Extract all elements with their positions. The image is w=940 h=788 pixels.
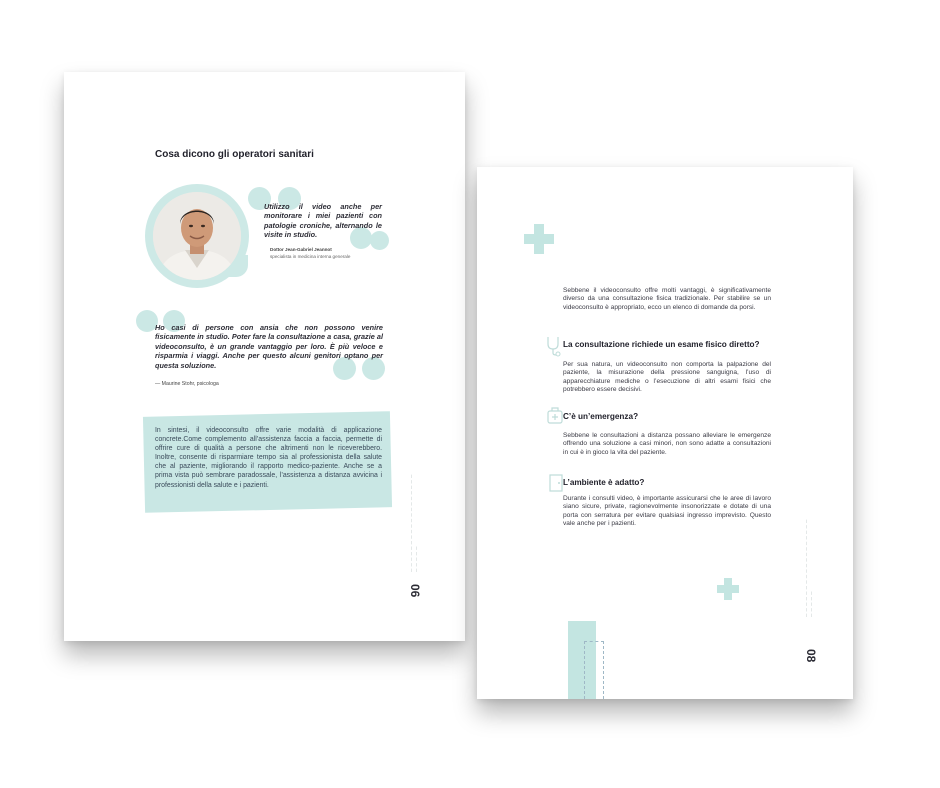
medical-bag-icon: [547, 405, 563, 425]
section-heading-emergency: C’è un’emergenza?: [563, 412, 639, 421]
section-heading-environment: L’ambiente è adatto?: [563, 478, 645, 487]
running-footer-text: — — — — — — — — — — — — — — — — — — — — — — —: [409, 473, 418, 572]
section-body-physical-exam: Per sua natura, un videoconsulto non comporta la palpazione del paziente, la misurazione della pressione sanguigna, l’uso di apparecchiature mediche o l’esecuzione di altri esami fisici che potrebbero essere decisivi.: [563, 361, 771, 393]
psychologist-quote: Ho casi di persone con ansia che non possono venire fisicamente in studio. Poter fare la consultazione a casa, grazie al videoconsulto, è un grande vantaggio per loro. È più veloce e risparmia i viaggi. Anche per questo alcuni genitori optano per questa soluzione.: [155, 323, 383, 370]
section-body-environment: Durante i consulti video, è importante assicurarsi che le aree di lavoro siano sicure, private, ragionevolmente insonorizzate e dotate di una porta con serratura per evitare qualsiasi ingresso imprevisto. Questo vale anche per i pazienti.: [563, 495, 771, 527]
quote-author-name: Dottor Jean-Gabriel Jeannot: [270, 247, 332, 252]
stethoscope-icon: [545, 335, 561, 357]
section-body-emergency: Sebbene le consultazioni a distanza possano alleviare le emergenze offrendo una soluzione a casi minori, non sono adatte a consultazioni in cui è in gioco la vita del paziente.: [563, 432, 771, 456]
plus-cross-icon: [524, 224, 554, 254]
quote-author-role: specialista in medicina interna generale: [270, 254, 351, 259]
page-title: Cosa dicono gli operatori sanitari: [155, 149, 314, 160]
running-footer-text: — — — — — — — — — — — — — — — — — — — — — — —: [804, 518, 813, 617]
quote-author: — Maurine Stohr, psicologa: [155, 381, 219, 387]
decorative-dashed-outline: [584, 641, 604, 699]
section-heading-physical-exam: La consultazione richiede un esame fisico diretto?: [563, 340, 760, 349]
door-icon: [548, 473, 564, 493]
plus-cross-icon: [717, 578, 739, 600]
summary-text: In sintesi, il videoconsulto offre varie modalità di applicazione concrete.Come complemento all’assistenza faccia a faccia, permette di offrire cure di qualità a persone che altrimenti non le riceverebbero. Inoltre, consente di risparmiare tempo sia al professionista della salute che al paziente, migliorando il rapporto medico-paziente. Anche se a prima vista può sembrare paradossale, l’assistenza a distanza avvicina i professionisti della salute e i pazienti.: [155, 427, 382, 489]
intro-paragraph: Sebbene il videoconsulto offre molti vantaggi, è significativamente diverso da una consultazione fisica tradizionale. Per stabilire se un videoconsulto è appropriato, ecco un elenco di domande da porsi.: [563, 287, 771, 311]
doctor-quote: Utilizzo il video anche per monitorare i miei pazienti con patologie croniche, alternando le visite in studio.: [264, 202, 382, 239]
brochure-page-right: [477, 167, 853, 699]
page-number: 08: [804, 649, 818, 663]
doctor-portrait: [153, 192, 241, 280]
page-number: 06: [408, 584, 422, 598]
brochure-page-left: [64, 72, 465, 641]
